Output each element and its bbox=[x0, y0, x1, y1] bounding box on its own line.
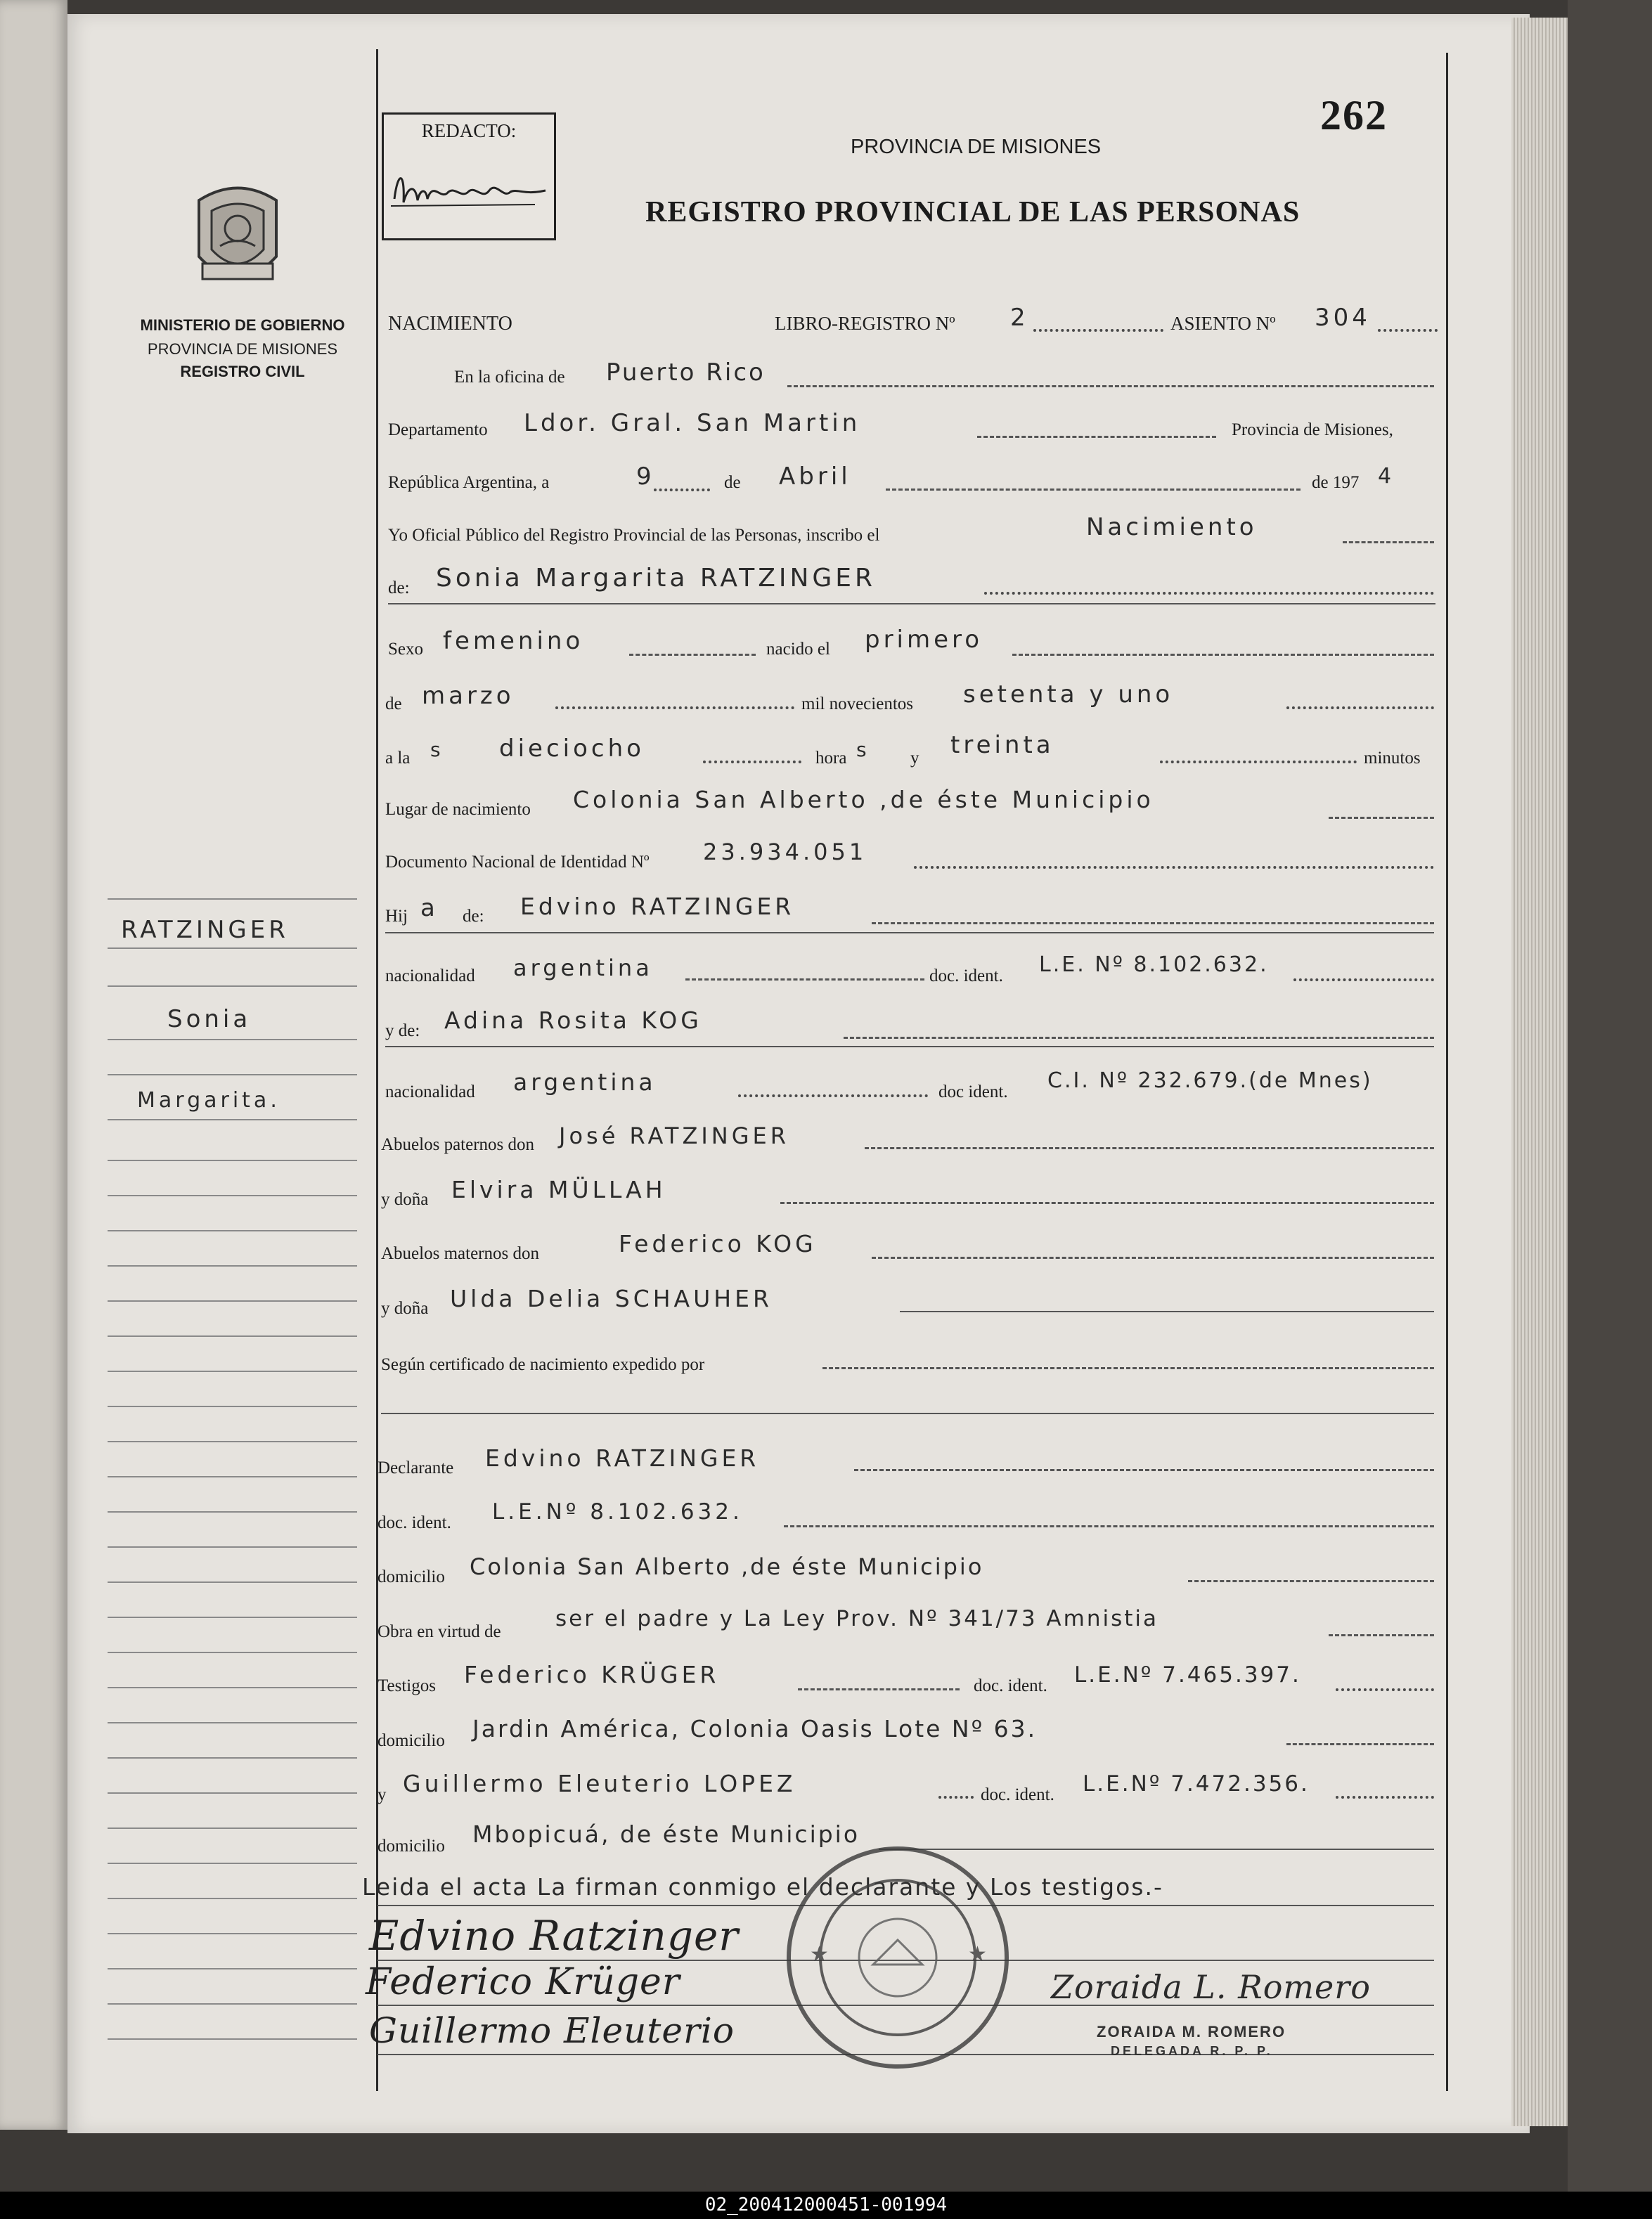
sexo-dashes bbox=[629, 654, 756, 656]
asiento-label: ASIENTO Nº bbox=[1170, 313, 1276, 334]
abuela-paterna-label: y doña bbox=[381, 1190, 429, 1209]
coat-of-arms-icon bbox=[185, 179, 290, 299]
redacto-box bbox=[382, 112, 556, 240]
registry-title: REGISTRO PROVINCIAL DE LAS PERSONAS bbox=[645, 196, 1301, 228]
official-seal-icon bbox=[782, 1842, 1014, 2074]
nombre-underline bbox=[388, 603, 1435, 604]
margin-line bbox=[108, 1546, 357, 1548]
minutos-label: minutos bbox=[1364, 749, 1421, 768]
testigo2-domicilio-label: domicilio bbox=[377, 1837, 445, 1856]
margin-line bbox=[108, 1757, 357, 1759]
margin-line bbox=[108, 1195, 357, 1196]
madre-doc-label: doc ident. bbox=[938, 1082, 1008, 1101]
margin-line bbox=[108, 1300, 357, 1302]
margin-line bbox=[108, 1476, 357, 1477]
official-title-stamp: DELEGADA R. P. P. bbox=[1111, 2044, 1273, 2058]
padre-doc-dots bbox=[1293, 978, 1434, 981]
signature-testigo2: Guillermo Eleuterio bbox=[369, 2010, 735, 2051]
asiento-dots bbox=[1378, 329, 1438, 332]
obra-value: ser el padre y La Ley Prov. Nº 341/73 Amnistia bbox=[555, 1606, 1159, 1631]
oficina-dashes bbox=[787, 385, 1434, 387]
anio-value: 4 bbox=[1378, 464, 1395, 489]
minutos-value: treinta bbox=[950, 731, 1054, 759]
testigo2-dots bbox=[938, 1796, 974, 1799]
dni-label: Documento Nacional de Identidad Nº bbox=[385, 853, 650, 872]
declarante-doc-dashes bbox=[784, 1525, 1434, 1527]
de-mes-label: de bbox=[385, 694, 402, 713]
margin-line bbox=[108, 1898, 357, 1899]
nacido-value: primero bbox=[865, 626, 983, 654]
margin-line bbox=[108, 1827, 357, 1829]
a-las-suffix: s bbox=[430, 738, 444, 761]
margin-line bbox=[108, 1265, 357, 1267]
margin-line bbox=[108, 2038, 357, 2040]
redacto-signature-icon bbox=[384, 150, 553, 227]
y-label: y bbox=[910, 749, 919, 768]
republica-label: República Argentina, a bbox=[388, 473, 550, 492]
hija-label: Hij bbox=[385, 907, 408, 926]
margin-line bbox=[108, 898, 357, 900]
horas-suffix: s bbox=[856, 738, 870, 761]
nombre-dots bbox=[984, 592, 1434, 595]
testigo1-value: Federico KRÜGER bbox=[464, 1661, 720, 1688]
obra-dashes bbox=[1329, 1634, 1434, 1636]
inscribo-dashes bbox=[1343, 541, 1434, 543]
abuelo-paterno-value: José RATZINGER bbox=[559, 1123, 789, 1149]
testigos-label: Testigos bbox=[377, 1676, 436, 1695]
ministry-province: PROVINCIA DE MISIONES bbox=[147, 340, 338, 358]
abuelo-materno-value: Federico KOG bbox=[619, 1230, 817, 1257]
margin-line bbox=[108, 1511, 357, 1513]
padre-doc-label: doc. ident. bbox=[929, 966, 1003, 985]
hija-de-label: de: bbox=[463, 907, 484, 926]
declarante-domicilio-dashes bbox=[1188, 1580, 1434, 1582]
mil-novecientos-label: mil novecientos bbox=[801, 694, 913, 713]
margin-line bbox=[108, 1652, 357, 1653]
image-id-footer: 02_200412000451-001994 bbox=[0, 2192, 1652, 2219]
margin-middle-name: Margarita. bbox=[137, 1088, 280, 1113]
madre-nacionalidad-label: nacionalidad bbox=[385, 1082, 475, 1101]
declarante-domicilio-label: domicilio bbox=[377, 1567, 445, 1586]
declarante-label: Declarante bbox=[377, 1458, 454, 1477]
minutos-dots bbox=[1160, 761, 1357, 763]
testigo1-domicilio-dashes bbox=[1286, 1743, 1434, 1745]
testigo2-doc-dots bbox=[1336, 1796, 1434, 1799]
margin-line bbox=[108, 1863, 357, 1864]
margin-line bbox=[108, 1074, 357, 1075]
mes-dashes bbox=[886, 489, 1301, 491]
declarante-value: Edvino RATZINGER bbox=[485, 1444, 760, 1472]
abuela-materna-label: y doña bbox=[381, 1299, 429, 1318]
oficina-label: En la oficina de bbox=[454, 368, 565, 387]
margin-line bbox=[108, 1933, 357, 1934]
declarante-domicilio-value: Colonia San Alberto ,de éste Municipio bbox=[470, 1553, 984, 1580]
madre-label: y de: bbox=[385, 1021, 420, 1040]
a-las-label: a la bbox=[385, 749, 411, 768]
madre-dashes bbox=[844, 1037, 1434, 1039]
declarante-dashes bbox=[854, 1469, 1434, 1471]
right-frame-line bbox=[1446, 53, 1448, 2091]
padre-nacionalidad-label: nacionalidad bbox=[385, 966, 475, 985]
horas-label: hora bbox=[815, 749, 847, 768]
madre-doc-value: C.I. Nº 232.679.(de Mnes) bbox=[1047, 1068, 1373, 1093]
signature-declarante: Edvino Ratzinger bbox=[369, 1912, 740, 1960]
record-type: NACIMIENTO bbox=[388, 313, 512, 335]
dni-dots bbox=[914, 866, 1434, 869]
mes-value: Abril bbox=[779, 462, 851, 491]
margin-first-name: Sonia bbox=[167, 1005, 252, 1033]
abuela-materna-underline bbox=[900, 1311, 1434, 1312]
dia-dots bbox=[654, 489, 710, 491]
left-page-edge bbox=[0, 0, 67, 2130]
padre-value: Edvino RATZINGER bbox=[520, 893, 795, 920]
hija-suffix: a bbox=[420, 894, 439, 922]
margin-line bbox=[108, 1687, 357, 1688]
nacido-label: nacido el bbox=[766, 640, 830, 659]
anio-nacimiento-value: setenta y uno bbox=[963, 680, 1174, 709]
hora-dots bbox=[703, 761, 801, 763]
testigo1-doc-value: L.E.Nº 7.465.397. bbox=[1074, 1662, 1301, 1688]
asiento-value: 304 bbox=[1315, 304, 1371, 332]
signature-testigo1: Federico Krüger bbox=[366, 1961, 680, 2003]
madre-value: Adina Rosita KOG bbox=[444, 1007, 702, 1034]
segun-dashes bbox=[822, 1367, 1434, 1369]
oficina-value: Puerto Rico bbox=[606, 358, 766, 387]
sexo-value: femenino bbox=[443, 627, 584, 655]
nacido-dashes bbox=[1012, 654, 1434, 656]
testigo1-domicilio-label: domicilio bbox=[377, 1731, 445, 1750]
testigo2-value: Guillermo Eleuterio LOPEZ bbox=[403, 1770, 796, 1797]
dni-value: 23.934.051 bbox=[703, 839, 867, 865]
abuela-materna-value: Ulda Delia SCHAUHER bbox=[450, 1285, 773, 1312]
page-edges bbox=[1511, 18, 1568, 2126]
margin-line bbox=[108, 1441, 357, 1442]
abuelo-paterno-dashes bbox=[865, 1147, 1434, 1149]
departamento-value: Ldor. Gral. San Martin bbox=[524, 409, 861, 437]
padre-nacionalidad-value: argentina bbox=[513, 955, 653, 981]
svg-text:★: ★ bbox=[968, 1943, 987, 1966]
sexo-label: Sexo bbox=[388, 640, 423, 659]
padre-doc-value: L.E. Nº 8.102.632. bbox=[1039, 952, 1269, 977]
libro-label: LIBRO-REGISTRO Nº bbox=[775, 313, 955, 334]
testigo2-doc-value: L.E.Nº 7.472.356. bbox=[1083, 1771, 1310, 1797]
margin-line bbox=[108, 2003, 357, 2005]
mes-nacimiento-dots bbox=[555, 706, 794, 709]
provincia-suffix: Provincia de Misiones, bbox=[1232, 420, 1393, 439]
declarante-doc-value: L.E.Nº 8.102.632. bbox=[492, 1499, 743, 1525]
nombre-value: Sonia Margarita RATZINGER bbox=[436, 564, 877, 593]
madre-nacionalidad-dots bbox=[738, 1094, 928, 1097]
segun-underline bbox=[381, 1413, 1434, 1414]
testigo2-label: y bbox=[377, 1785, 387, 1804]
abuelo-materno-dashes bbox=[872, 1257, 1434, 1259]
dia-value: 9 bbox=[636, 462, 655, 491]
margin-line bbox=[108, 985, 357, 987]
abuela-paterna-dashes bbox=[780, 1202, 1434, 1204]
nombre-label: de: bbox=[388, 578, 410, 597]
abuelos-paternos-label: Abuelos paternos don bbox=[381, 1135, 535, 1154]
testigo1-dashes bbox=[798, 1688, 960, 1690]
margin-line bbox=[108, 1230, 357, 1231]
margin-line bbox=[108, 1039, 357, 1040]
margin-line bbox=[108, 1371, 357, 1372]
anio-label: de 197 bbox=[1312, 473, 1360, 492]
abuela-paterna-value: Elvira MÜLLAH bbox=[451, 1176, 666, 1203]
segun-certificado-label: Según certificado de nacimiento expedido por bbox=[381, 1355, 705, 1374]
margin-line bbox=[108, 1968, 357, 1969]
libro-dots bbox=[1033, 329, 1163, 332]
testigo1-doc-dots bbox=[1336, 1688, 1434, 1691]
testigo1-domicilio-value: Jardin América, Colonia Oasis Lote Nº 63. bbox=[472, 1715, 1038, 1742]
padre-nacionalidad-dashes bbox=[685, 978, 924, 981]
lugar-dashes bbox=[1329, 817, 1434, 819]
lugar-label: Lugar de nacimiento bbox=[385, 800, 531, 819]
departamento-label: Departamento bbox=[388, 420, 488, 439]
lugar-value: Colonia San Alberto ,de éste Municipio bbox=[573, 786, 1154, 813]
margin-line bbox=[108, 1581, 357, 1583]
ministry-name: MINISTERIO DE GOBIERNO bbox=[140, 316, 345, 334]
madre-underline bbox=[385, 1046, 1434, 1047]
official-signature: Zoraida L. Romero bbox=[1051, 1968, 1371, 2006]
yo-oficial-label: Yo Oficial Público del Registro Provincial de las Personas, inscribo el bbox=[388, 526, 880, 545]
margin-line bbox=[108, 947, 357, 949]
closing-statement: Leida el acta La firman conmigo el declarante y Los testigos.- bbox=[362, 1873, 1163, 1901]
mes-nacimiento-value: marzo bbox=[422, 682, 515, 710]
page-number: 262 bbox=[1320, 92, 1388, 138]
abuelos-maternos-label: Abuelos maternos don bbox=[381, 1244, 539, 1263]
redacto-label: REDACTO: bbox=[421, 120, 517, 141]
departamento-dashes bbox=[977, 436, 1216, 438]
margin-line bbox=[108, 1160, 357, 1161]
anio-nacimiento-dots bbox=[1286, 706, 1434, 709]
inscribo-value: Nacimiento bbox=[1086, 513, 1258, 541]
madre-nacionalidad-value: argentina bbox=[513, 1068, 657, 1096]
obra-label: Obra en virtud de bbox=[377, 1622, 501, 1641]
ministry-office: REGISTRO CIVIL bbox=[180, 363, 305, 380]
official-name-stamp: ZORAIDA M. ROMERO bbox=[1097, 2023, 1286, 2040]
hora-value: dieciocho bbox=[499, 735, 645, 763]
svg-text:★: ★ bbox=[810, 1943, 829, 1966]
libro-value: 2 bbox=[1010, 304, 1029, 332]
margin-line bbox=[108, 1335, 357, 1337]
testigo1-doc-label: doc. ident. bbox=[974, 1676, 1047, 1695]
de-label: de bbox=[724, 473, 741, 492]
province-heading: PROVINCIA DE MISIONES bbox=[851, 136, 1102, 158]
padre-underline bbox=[385, 932, 1434, 933]
testigo2-doc-label: doc. ident. bbox=[981, 1785, 1054, 1804]
testigo2-domicilio-value: Mbopicuá, de éste Municipio bbox=[472, 1820, 860, 1848]
margin-line bbox=[108, 1617, 357, 1618]
margin-surname: RATZINGER bbox=[121, 916, 289, 944]
margin-line bbox=[108, 1722, 357, 1723]
margin-line bbox=[108, 1406, 357, 1407]
declarante-doc-label: doc. ident. bbox=[377, 1513, 451, 1532]
margin-line bbox=[108, 1792, 357, 1794]
margin-line bbox=[108, 1119, 357, 1120]
padre-dashes bbox=[872, 922, 1434, 924]
